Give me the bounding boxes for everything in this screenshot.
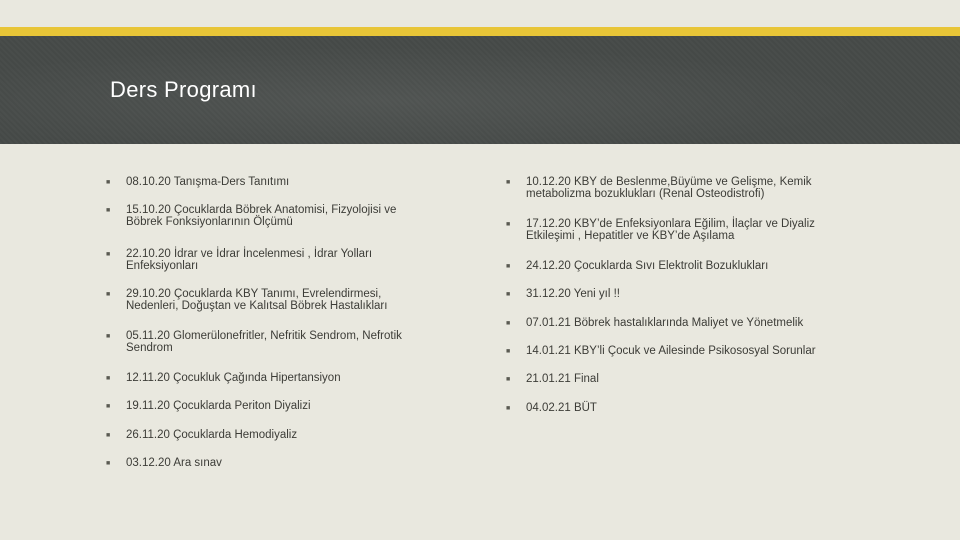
- accent-bar: [0, 27, 960, 36]
- schedule-item: [506, 373, 866, 386]
- square-bullet-icon: ■: [506, 179, 511, 186]
- square-bullet-icon: ■: [106, 251, 111, 258]
- schedule-item-text: 21.01.21 Final: [526, 373, 599, 385]
- schedule-item-text: 17.12.20 KBY’de Enfeksiyonlara Eğilim, İlaçlar ve Diyaliz Etkileşimi , Hepatitler ve KBY’de Aşılama: [526, 218, 815, 242]
- square-bullet-icon: ■: [106, 375, 111, 382]
- schedule-item-text: 10.12.20 KBY de Beslenme,Büyüme ve Gelişme, Kemik metabolizma bozuklukları (Renal Osteodistrofi): [526, 176, 812, 200]
- square-bullet-icon: ■: [506, 376, 511, 383]
- schedule-item-text: 24.12.20 Çocuklarda Sıvı Elektrolit Bozuklukları: [526, 260, 769, 272]
- schedule-item-text: 31.12.20 Yeni yıl !!: [526, 288, 620, 300]
- schedule-item: [106, 204, 466, 228]
- schedule-item: [506, 176, 866, 200]
- square-bullet-icon: ■: [506, 348, 511, 355]
- schedule-item-text: 03.12.20 Ara sınav: [126, 457, 222, 469]
- schedule-item-text: 29.10.20 Çocuklarda KBY Tanımı, Evrelendirmesi, Nedenleri, Doğuştan ve Kalıtsal Böbrek Hastalıkları: [126, 288, 388, 312]
- schedule-item: [106, 457, 466, 470]
- schedule-item-text: 12.11.20 Çocukluk Çağında Hipertansiyon: [126, 372, 341, 384]
- schedule-item: [506, 317, 866, 330]
- schedule-item-text: 05.11.20 Glomerülonefritler, Nefritik Sendrom, Nefrotik Sendrom: [126, 330, 402, 354]
- schedule-item: [506, 260, 866, 273]
- schedule-item: [106, 248, 466, 272]
- square-bullet-icon: ■: [106, 207, 111, 214]
- schedule-item: [106, 288, 466, 312]
- square-bullet-icon: ■: [506, 405, 511, 412]
- square-bullet-icon: ■: [106, 291, 111, 298]
- schedule-item: [506, 345, 866, 358]
- schedule-item-text: 15.10.20 Çocuklarda Böbrek Anatomisi, Fizyolojisi ve Böbrek Fonksiyonlarının Ölçümü: [126, 204, 397, 228]
- square-bullet-icon: ■: [506, 291, 511, 298]
- schedule-item-text: 08.10.20 Tanışma-Ders Tanıtımı: [126, 176, 290, 188]
- schedule-item: [106, 372, 466, 385]
- square-bullet-icon: ■: [106, 403, 111, 410]
- square-bullet-icon: ■: [106, 179, 111, 186]
- square-bullet-icon: ■: [106, 432, 111, 439]
- schedule-item: [106, 176, 466, 189]
- top-margin: [0, 0, 960, 27]
- schedule-item-text: 07.01.21 Böbrek hastalıklarında Maliyet ve Yönetmelik: [526, 317, 804, 329]
- square-bullet-icon: ■: [506, 221, 511, 228]
- schedule-item-text: 26.11.20 Çocuklarda Hemodiyaliz: [126, 429, 298, 441]
- schedule-item-text: 14.01.21 KBY’li Çocuk ve Ailesinde Psikososyal Sorunlar: [526, 345, 816, 357]
- square-bullet-icon: ■: [106, 333, 111, 340]
- slide-title: Ders Programı: [110, 77, 257, 102]
- schedule-item: [506, 218, 866, 242]
- schedule-item: [106, 400, 466, 413]
- schedule-item: [506, 402, 866, 415]
- schedule-item-text: 04.02.21 BÜT: [526, 402, 597, 414]
- square-bullet-icon: ■: [106, 460, 111, 467]
- schedule-item: [506, 288, 866, 301]
- square-bullet-icon: ■: [506, 320, 511, 327]
- schedule-item-text: 19.11.20 Çocuklarda Periton Diyalizi: [126, 400, 311, 412]
- schedule-item-text: 22.10.20 İdrar ve İdrar İncelenmesi , İdrar Yolları Enfeksiyonları: [126, 248, 373, 272]
- schedule-item: [106, 330, 466, 354]
- square-bullet-icon: ■: [506, 263, 511, 270]
- schedule-item: [106, 429, 466, 442]
